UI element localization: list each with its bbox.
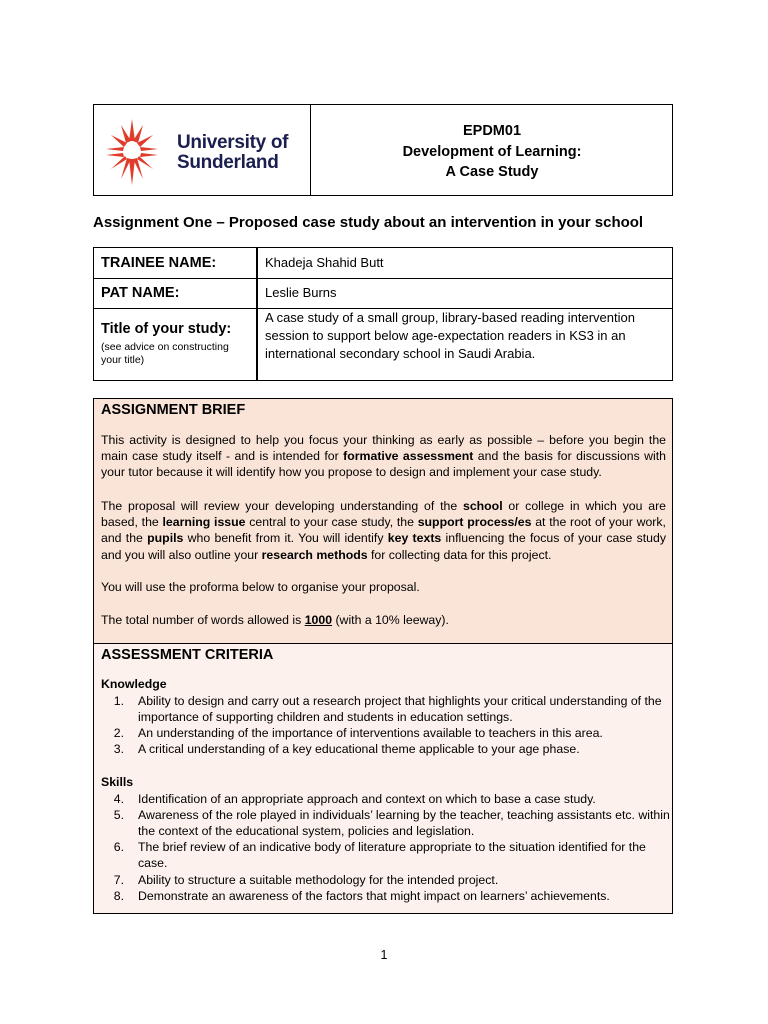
knowledge-label: Knowledge <box>101 677 167 691</box>
course-title-line1: Development of Learning: <box>402 143 582 160</box>
logo-line1: University of <box>177 132 289 153</box>
header-table <box>93 104 673 196</box>
trainee-label: TRAINEE NAME: <box>101 255 217 271</box>
brief-paragraph-2: The proposal will review your developing understanding of the school or college in which you are based, the learning issue central to your case study, the support process/es at the root of your work, and the pupils who benefit from it. You will identify key texts influencing the focus of your case study and you will also outline your research methods for collecting data for this project. <box>101 499 667 562</box>
criteria-title: ASSESSMENT CRITERIA <box>101 647 274 663</box>
trainee-value: Khadeja Shahid Butt <box>265 255 384 270</box>
assessment-criteria: ASSESSMENT CRITERIA Knowledge 1. Ability to design and carry out a research project that highlights your critical understanding of the importance of supporting children and students in education settings. 2. An understanding of the importance of interventions available to teachers in this area. 3. A critical understanding of a key educational theme applicable to your age phase. Skills 4. Identification of an appropriate approach and context on which to base a case study. 5. Awareness of the role played in individuals’ learning by the teacher, teaching assistants etc. within the context of the educational system, policies and legislation. 6. The brief review of an indicative body of literature appropriate to the situation identified for the case. 7. Ability to structure a suitable methodology for the intended project. 8. Demonstrate an awareness of the factors that might impact on learners’ achievements. <box>93 644 673 914</box>
logo-line2: Sunderland <box>177 152 279 173</box>
pat-value: Leslie Burns <box>265 285 337 300</box>
brief-title: ASSIGNMENT BRIEF <box>101 402 246 418</box>
study-title-value: A case study of a small group, library-based reading intervention session to support below age-expectation readers in KS3 in an international secondary school in Saudi Arabia. <box>265 310 635 361</box>
brief-paragraph-4: The total number of words allowed is 1000 (with a 10% leeway). <box>101 613 449 627</box>
table-divider <box>256 248 258 380</box>
study-title-hint: (see advice on constructing your title) <box>101 341 229 366</box>
row-divider <box>94 278 672 279</box>
university-name <box>177 133 288 173</box>
skills-label: Skills <box>101 775 134 789</box>
brief-paragraph-3: You will use the proforma below to organise your proposal. <box>101 580 420 594</box>
sunburst-logo-icon <box>102 111 162 191</box>
course-info <box>311 121 673 183</box>
pat-label: PAT NAME: <box>101 285 180 301</box>
course-code: EPDM01 <box>462 123 522 139</box>
assignment-brief <box>93 398 673 644</box>
brief-paragraph-1: This activity is designed to help you focus your thinking as early as possible – before you begin the main case study itself - and is intended for formative assessment and the basis for discussions with your tutor because it will identify how you propose to design and implement your case study. <box>101 433 667 480</box>
page-number: 1 <box>380 948 388 962</box>
assignment-title: Assignment One – Proposed case study about an intervention in your school <box>93 214 644 231</box>
trainee-info-table <box>93 247 673 381</box>
university-logo <box>102 111 302 191</box>
course-title-line2: A Case Study <box>445 164 539 180</box>
study-title-label: Title of your study: <box>101 321 232 337</box>
